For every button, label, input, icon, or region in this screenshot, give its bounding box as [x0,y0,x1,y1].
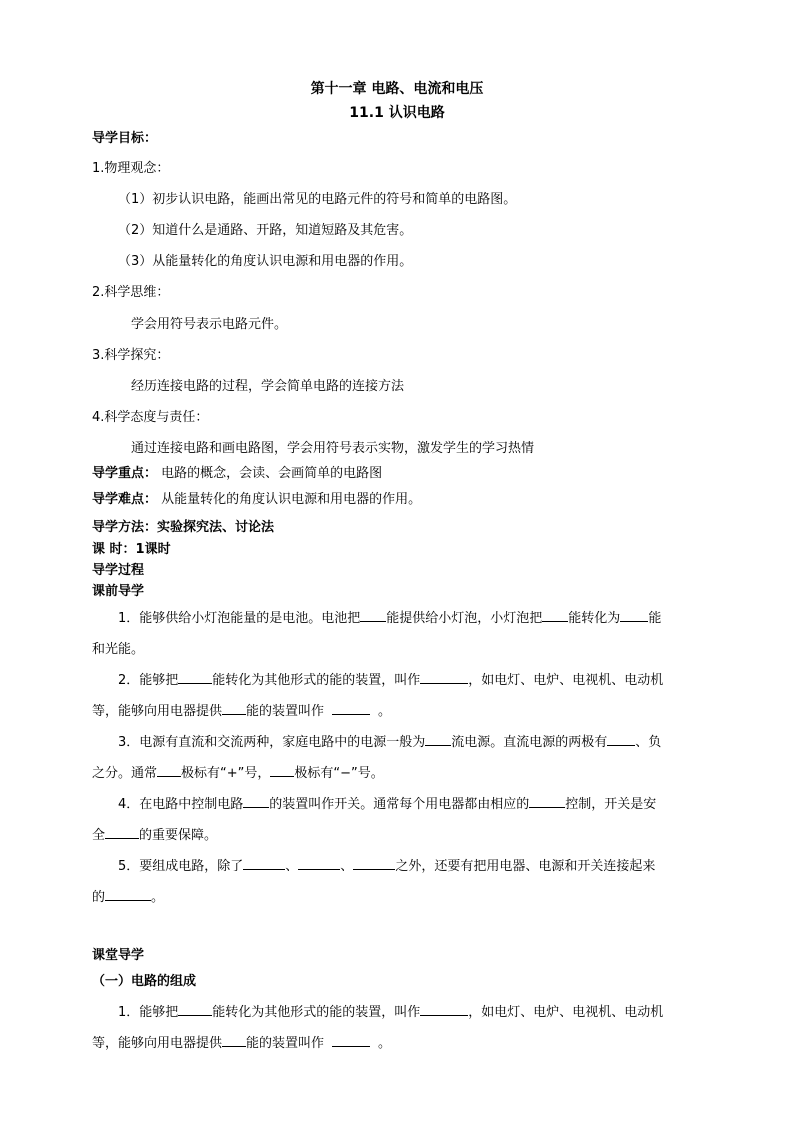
question-text: 控制，开关是安 [565,797,657,812]
question-text: 之分。通常 [92,766,158,781]
question-text: 。 [378,1036,392,1051]
question-text: 能 [648,611,662,626]
question-text: 、 [340,859,354,874]
blank-field[interactable] [353,857,395,870]
objective-1-point: （3）从能量转化的角度认识电源和用电器的作用。 [118,254,413,269]
objective-2-text: 学会用符号表示电路元件。 [131,317,288,332]
blank-field[interactable] [243,795,269,808]
blank-field[interactable] [529,795,565,808]
chapter-title: 第十一章 电路、电流和电压 [310,81,484,97]
question-text: 。 [151,890,165,905]
question-text: 1．能够把 [118,1005,179,1020]
blank-field[interactable] [420,671,468,684]
question-text: 、 [285,859,299,874]
question-text: 能的装置叫作 [246,1036,325,1051]
section-title: 11.1 认识电路 [349,105,445,121]
difficulty-text: 从能量转化的角度认识电源和用电器的作用。 [161,492,422,507]
class-question-1-line2 [92,1032,391,1051]
question-text: 极标有“−”号。 [294,766,384,781]
blank-field[interactable] [607,733,635,746]
method-line: 导学方法：实验探究法、讨论法 [92,520,275,535]
question-text: 5．要组成电路，除了 [118,859,244,874]
blank-field[interactable] [157,764,181,777]
question-text: 的装置叫作开关。通常每个用电器都由相应的 [269,797,530,812]
focus-text: 电路的概念，会读、会画简单的电路图 [161,466,383,481]
blank-field[interactable] [542,609,568,622]
question-text: 流电源。直流电源的两极有 [451,735,608,750]
objective-2-title: 2.科学思维： [92,285,170,300]
question-text: 等，能够向用电器提供 [92,1036,223,1051]
question-4-line2 [92,824,217,843]
part-1-heading: （一）电路的组成 [92,974,197,989]
question-text: 之外，还要有把用电器、电源和开关连接起来 [395,859,656,874]
question-text: 3．电源有直流和交流两种，家庭电路中的电源一般为 [118,735,426,750]
question-text: 能转化为其他形式的能的装置，叫作 [212,1005,421,1020]
period-line [92,538,171,557]
blank-field[interactable] [222,702,246,715]
difficulty-label: 导学难点： [92,492,158,507]
question-text: 能提供给小灯泡，小灯泡把 [386,611,543,626]
question-5-line1 [118,855,655,874]
question-text: 能的装置叫作 [246,704,325,719]
class-question-1-line1 [118,1001,663,1020]
question-3-line1 [118,731,661,750]
question-5-line2 [92,886,164,905]
objective-1-point: （2）知道什么是通路、开路，知道短路及其危害。 [118,223,413,238]
question-text: 、负 [635,735,662,750]
question-text: 能转化为其他形式的能的装置，叫作 [212,673,421,688]
blank-field[interactable] [222,1034,246,1047]
question-2-line1 [118,669,663,688]
blank-field[interactable] [620,609,648,622]
objective-3-title: 3.科学探究： [92,348,170,363]
question-2-line2 [92,700,391,719]
blank-field[interactable] [298,857,340,870]
period-value: 1课时 [135,542,171,557]
question-text: 的重要保障。 [139,828,218,843]
blank-field[interactable] [243,857,285,870]
question-text: 极标有“+”号， [181,766,271,781]
objective-1-point: （1）初步认识电路，能画出常见的电路元件的符号和简单的电路图。 [118,192,517,207]
question-3-line2 [92,762,384,781]
blank-field[interactable] [360,609,386,622]
blank-field[interactable] [105,888,151,901]
in-class-heading: 课堂导学 [92,948,145,963]
question-text: 等，能够向用电器提供 [92,704,223,719]
period-label: 课 时： [92,542,136,557]
difficulty-line [92,488,421,507]
blank-field[interactable] [105,826,139,839]
blank-field[interactable] [425,733,451,746]
focus-line [92,462,382,481]
objective-4-title: 4.科学态度与责任： [92,410,209,425]
objective-3-text: 经历连接电路的过程，学会简单电路的连接方法 [131,379,405,394]
objective-1-title: 1.物理观念： [92,161,170,176]
question-4-line1 [118,793,656,812]
objectives-heading: 导学目标： [92,131,158,146]
question-text: 2．能够把 [118,673,179,688]
blank-field[interactable] [178,671,212,684]
objective-4-text: 通过连接电路和画电路图，学会用符号表示实物，激发学生的学习热情 [131,441,535,456]
question-1-line2: 和光能。 [92,642,145,657]
question-text: 的 [92,890,106,905]
blank-field[interactable] [420,1003,468,1016]
question-text: 全 [92,828,106,843]
question-text: ，如电灯、电炉、电视机、电动机 [468,1005,664,1020]
question-text: 能转化为 [568,611,621,626]
question-text: 4．在电路中控制电路 [118,797,244,812]
question-text: 。 [378,704,392,719]
question-1-line1 [118,607,661,626]
blank-field[interactable] [178,1003,212,1016]
focus-label: 导学重点： [92,466,158,481]
question-text: 1．能够供给小灯泡能量的是电池。电池把 [118,611,361,626]
blank-field[interactable] [332,702,370,715]
blank-field[interactable] [332,1034,370,1047]
pre-class-heading: 课前导学 [92,584,145,599]
process-heading: 导学过程 [92,563,145,578]
blank-field[interactable] [270,764,294,777]
question-text: ，如电灯、电炉、电视机、电动机 [468,673,664,688]
